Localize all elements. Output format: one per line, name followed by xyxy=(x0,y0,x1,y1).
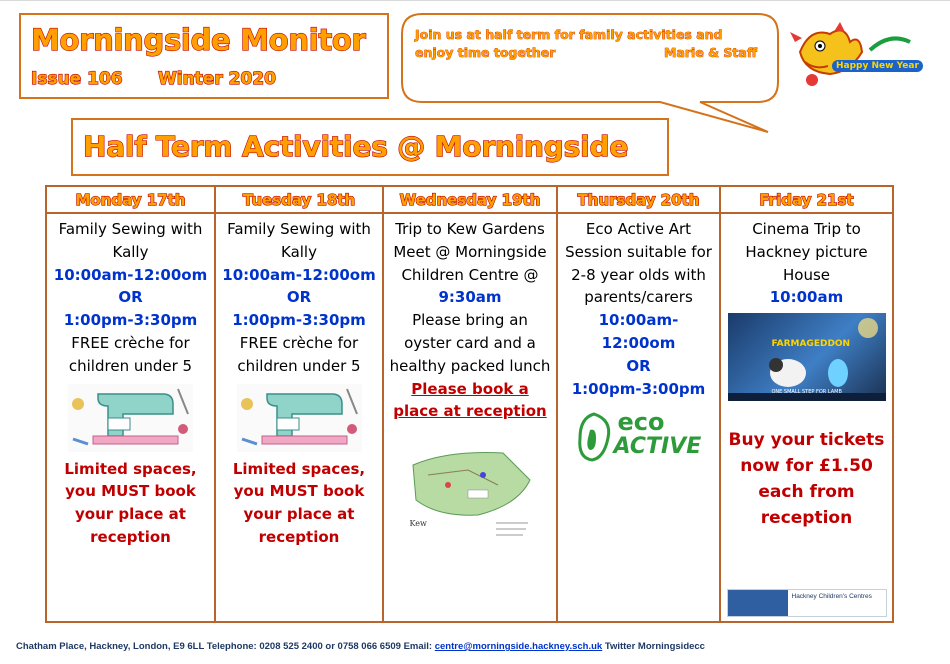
tuesday-or: OR xyxy=(286,288,312,307)
kew-map-image xyxy=(408,445,533,537)
monday-time-morning: 10:00am-12:00om xyxy=(53,265,208,284)
monday-time-afternoon: 1:00pm-3:30pm xyxy=(63,311,198,330)
sewing-machine-icon xyxy=(68,384,193,452)
footer-twitter: Twitter Morningsidecc xyxy=(602,641,705,652)
tuesday-time-afternoon: 1:00pm-3:30pm xyxy=(232,311,366,330)
day-header-wednesday: Wednesday 19th xyxy=(383,186,557,213)
happy-new-year-badge: Happy New Year xyxy=(832,60,923,72)
eco-logo-top: eco xyxy=(617,408,665,437)
hackney-centres-banner xyxy=(727,589,887,617)
new-year-dragon-icon xyxy=(790,22,920,92)
bubble-message-line2: enjoy time together xyxy=(415,45,556,60)
day-header-tuesday: Tuesday 18th xyxy=(215,186,383,213)
issue-season: Winter 2020 xyxy=(158,69,276,89)
sewing-machine-icon xyxy=(237,384,362,452)
tuesday-activity: Family Sewing with Kally xyxy=(227,220,371,261)
cinema-poster-image xyxy=(728,313,886,401)
eco-active-logo xyxy=(574,408,704,468)
banner-logo-block xyxy=(728,590,788,616)
wednesday-bring: Please bring an oyster card and a healthy packed lunch xyxy=(389,311,551,375)
monday-activity: Family Sewing with Kally xyxy=(58,220,203,261)
thursday-time-morning: 10:00am-12:00om xyxy=(598,311,679,352)
wednesday-time: 9:30am xyxy=(438,288,502,307)
tuesday-cell xyxy=(215,213,383,622)
schedule-body-row xyxy=(46,213,893,622)
monday-cell xyxy=(46,213,215,622)
friday-tickets: Buy your tickets now for £1.50 each from reception xyxy=(728,430,885,529)
footer-address: Chatham Place, Hackney, London, E9 6LL Telephone: 0208 525 2400 or 0758 066 6509 Email: xyxy=(16,641,435,652)
page-top-rule xyxy=(0,0,950,4)
day-header-friday: Friday 21st xyxy=(720,186,893,213)
monday-creche: FREE crèche for children under 5 xyxy=(68,333,193,375)
wednesday-meet: Meet @ Morningside Children Centre @ xyxy=(393,242,547,284)
banner-text: Hackney Children's Centres xyxy=(791,593,872,601)
poster-tagline: ONE SMALL STEP FOR LAMB xyxy=(771,389,842,396)
masthead-box xyxy=(19,13,389,99)
footer-contact xyxy=(16,641,705,652)
day-header-thursday: Thursday 20th xyxy=(557,186,720,213)
section-header-title: Half Term Activities @ Morningside xyxy=(83,130,629,163)
schedule-header-row xyxy=(46,186,893,213)
tuesday-creche: FREE crèche for children under 5 xyxy=(237,333,361,375)
bubble-message-line1: Join us at half term for family activities and xyxy=(415,27,723,42)
kew-map-caption: Kew xyxy=(409,519,427,529)
wednesday-activity: Trip to Kew Gardens xyxy=(395,220,545,238)
poster-title: FARMAGEDDON xyxy=(771,339,851,350)
thursday-or: OR xyxy=(626,356,651,375)
friday-activity: Cinema Trip to Hackney picture House xyxy=(745,220,868,284)
friday-time: 10:00am xyxy=(769,288,844,307)
monday-or: OR xyxy=(118,288,143,307)
thursday-time-afternoon: 1:00pm-3:00pm xyxy=(571,379,706,398)
footprint-icon xyxy=(574,410,614,464)
friday-cell xyxy=(720,213,893,622)
footer-email-link[interactable]: centre@morningside.hackney.sch.uk xyxy=(434,641,603,652)
wednesday-cell xyxy=(383,213,557,622)
monday-booking-notice: Limited spaces, you MUST book your place at reception xyxy=(64,459,197,546)
thursday-activity: Eco Active Art Session suitable for 2-8 year olds with parents/carers xyxy=(565,220,712,307)
issue-number: Issue 106 xyxy=(31,69,123,89)
eco-logo-bottom: ACTIVE xyxy=(613,434,702,460)
thursday-cell xyxy=(557,213,720,622)
newsletter-title: Morningside Monitor xyxy=(31,23,366,57)
bubble-signature: Marie & Staff xyxy=(664,45,757,60)
section-header-box xyxy=(71,118,669,176)
schedule-table xyxy=(45,185,894,623)
tuesday-time-morning: 10:00am-12:00om xyxy=(222,265,376,284)
wednesday-booking-link[interactable]: Please book a place at reception xyxy=(393,379,547,421)
tuesday-booking-notice: Limited spaces, you MUST book your place at reception xyxy=(232,459,366,546)
day-header-monday: Monday 17th xyxy=(46,186,215,213)
